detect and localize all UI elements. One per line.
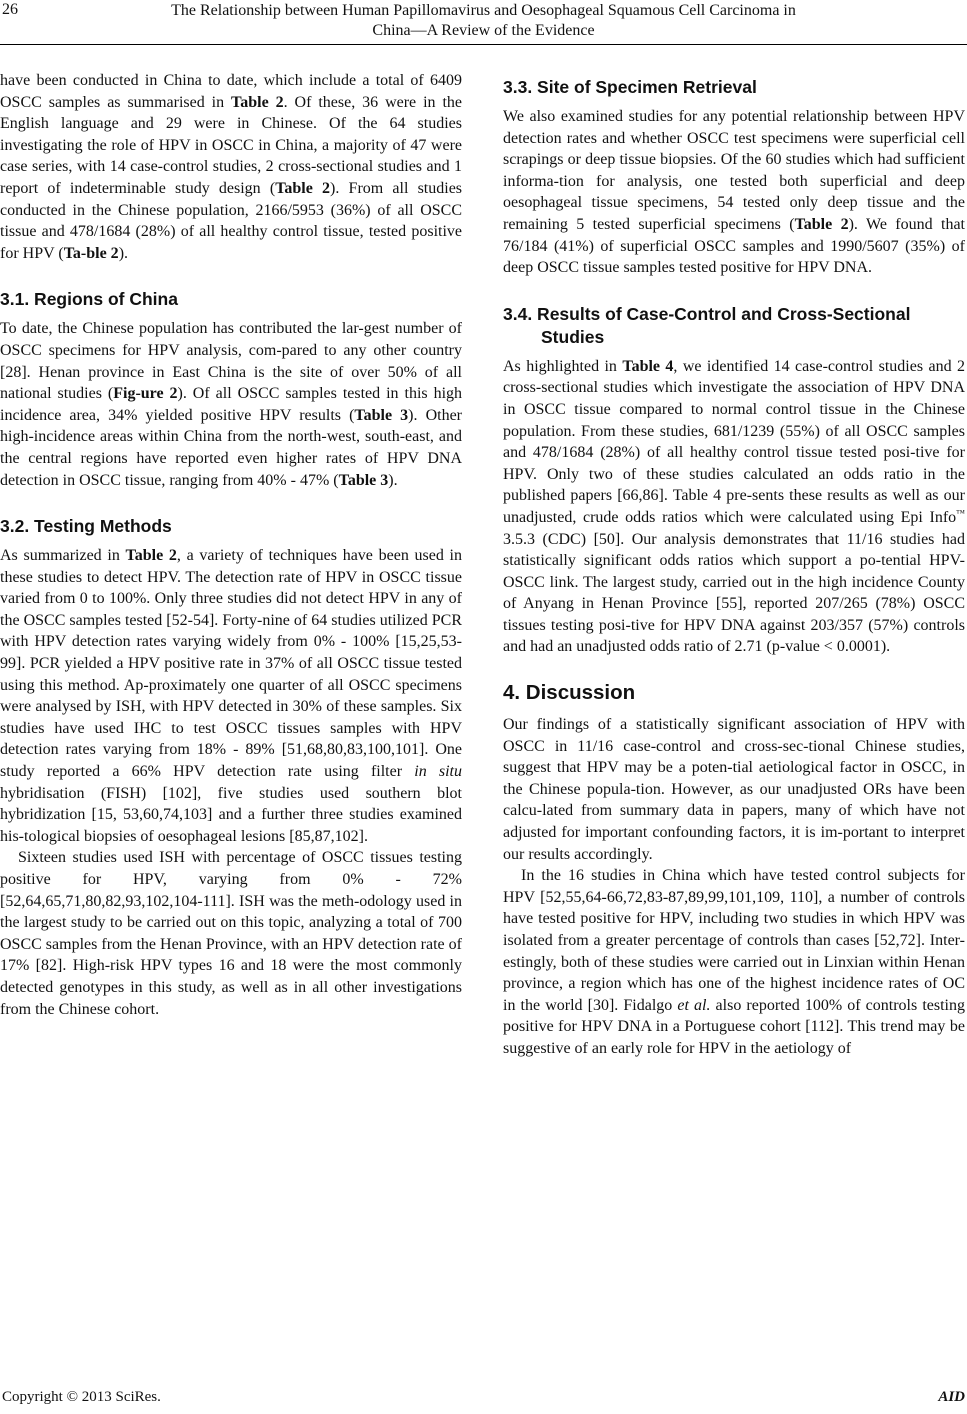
paragraph-ish-studies: Sixteen studies used ISH with percentage of OSCC tissues testing positive for HPV, varying from 0% - 72% [52,64,65,71,80,82,93,102,104-111]. ISH was the meth-odology used in the largest study to be carried out on this topic, analyzing a total of 700 OSCC samples from the Henan Province, with an HPV detection rate of 17% [82]. High-risk HPV types 16 and 18 were the most commonly detected genotypes in this study, as well as in all other investigations from the Chinese cohort. (0, 849, 462, 1018)
left-column (0, 70, 462, 1020)
paragraph-specimen-site: We also examined studies for any potential relationship between HPV detection rates and whether OSCC test specimens were superficial cell scrapings or deep tissue biopsies. Of the 60 studies which had sufficient informa-tion for analysis, one tested both superficial and deep oesophageal tissue specimens, 54 tested only deep tissue and the remaining 5 tested superficial specimens (Table 2). We found that 76/184 (41%) of superficial OSCC samples and 1990/5607 (35%) of deep OSCC tissue samples tested positive for HPV DNA. (503, 108, 965, 277)
page-number: 26 (2, 1, 18, 18)
header-rule (0, 44, 967, 45)
section-heading-4: 4. Discussion (503, 681, 636, 705)
running-head (0, 1, 967, 41)
intro-paragraph: have been conducted in China to date, which include a total of 6409 OSCC samples as summarised in Table 2. Of these, 36 were in the English language and 29 were in Chinese. Of the 64 studies investigating the role of HPV in OSCC in China, a majority of 47 were case series, with 14 case-control studies, 2 cross-sectional studies and 1 report of indeterminable study design (Table 2). From all studies conducted in the Chinese population, 2166/5953 (36%) of all OSCC tissue and 478/1684 (28%) of all healthy control tissue, tested positive for HPV (Ta-ble 2). (0, 72, 463, 262)
running-head-line-1: The Relationship between Human Papillomavirus and Oesophageal Squamous Cell Carcinoma in (171, 2, 796, 19)
running-head-line-2: China—A Review of the Evidence (372, 22, 595, 39)
copyright-notice: Copyright © 2013 SciRes. (2, 1389, 161, 1405)
journal-name: AID (938, 1389, 965, 1405)
paragraph-regions-of-china: To date, the Chinese population has contributed the lar-gest number of OSCC specimens for HPV analysis, com-pared to any other country [28]. Henan province in East China is the site of over 50% of all national studies (Fig-ure 2). Of all OSCC samples tested in this high incidence area, 34% yielded positive HPV results (Table 3). Other high-incidence areas within China from the north-west, south-east, and the central regions have reported even higher rates of HPV DNA detection in OSCC tissue, ranging from 40% - 47% (Table 3). (0, 320, 463, 489)
section-heading-3-4: 3.4. Results of Case-Control and Cross-Sectional Studies (503, 303, 911, 347)
right-column (503, 70, 965, 1060)
paragraph-testing-methods: As summarized in Table 2, a variety of techniques have been used in these studies to detect HPV. The detection rate of HPV in OSCC tissue varied from 0 to 100%. Only three studies did not detect HPV in any of the OSCC samples tested [52-54]. Forty-nine of 64 studies utilized PCR with HPV detection rates varying widely from 0% - 100% [15,25,53-99]. PCR yielded a HPV positive rate in 37% of all OSCC tissue tested using this method. Ap-proximately one quarter of all OSCC specimens were analysed by ISH, with HPV detected in 30% of these samples. Six studies have used IHC to test OSCC tissues samples with HPV detection rates varying from 18% - 89% [51,68,80,83,100,101]. One study reported a 66% HPV detection rate using filter in situ hybridisation (FISH) [102], five studies used southern blot hybridization [15, 53,60,74,103] and a further three studies examined his-tological biopsies of oesophageal lesions [85,87,102]. (0, 547, 463, 845)
paragraph-discussion-2: In the 16 studies in China which have tested control subjects for HPV [52,55,64-66,72,83-87,89,99,101,109, 110], a number of controls have tested positive for HPV, including two studies in which HPV was isolated from a greater percentage of controls than cases [52,72]. Inter-estingly, both of these studies were carried out in Linxian within Henan province, a region which has one of the highest incidence rates of OC in the world [30]. Fidalgo et al. also reported 100% of controls testing positive for HPV DNA in a Portuguese cohort [112]. This trend may be suggestive of an early role for HPV in the aetiology of (503, 867, 965, 1057)
section-heading-3-1: 3.1. Regions of China (0, 289, 178, 310)
paragraph-discussion-1: Our findings of a statistically significant association of HPV with OSCC in 11/16 case-control and cross-sec-tional Chinese studies, suggest that HPV may be a poten-tial aetiological factor in OSCC, in the Chinese popula-tion. However, as our unadjusted ORs have been calcu-lated from summary data in papers, many of which have not adjusted for important confounding factors, it is im-portant to interpret our results accordingly. (503, 716, 965, 863)
paragraph-case-control-results: As highlighted in Table 4, we identified 14 case-control studies and 2 cross-sectional studies which investigate the association of HPV DNA in OSCC tissue compared to normal control tissue in the Chinese population. From these studies, 681/1239 (55%) of all OSCC samples and 478/1684 (28%) of all healthy control tissue tested posi-tive for HPV. Only two of these studies calculated an odds ratio in the published papers [66,86]. Table 4 pre-sents these results as well as our unadjusted, crude odds ratios which were calculated using Epi Info™ 3.5.3 (CDC) [50]. Our analysis demonstrates that 11/16 studies had statistically significant odds ratios which support a po-tential HPV-OSCC link. The largest study, carried out in the high incidence County of Anyang in Henan Province [55], reported 207/265 (78%) OSCC tissues testing posi-tive for HPV DNA against 203/357 (57%) controls and had an unadjusted odds ratio of 2.71 (p-value < 0.0001). (503, 357, 966, 656)
section-heading-3-2: 3.2. Testing Methods (0, 516, 172, 537)
section-heading-3-3: 3.3. Site of Specimen Retrieval (503, 77, 757, 97)
